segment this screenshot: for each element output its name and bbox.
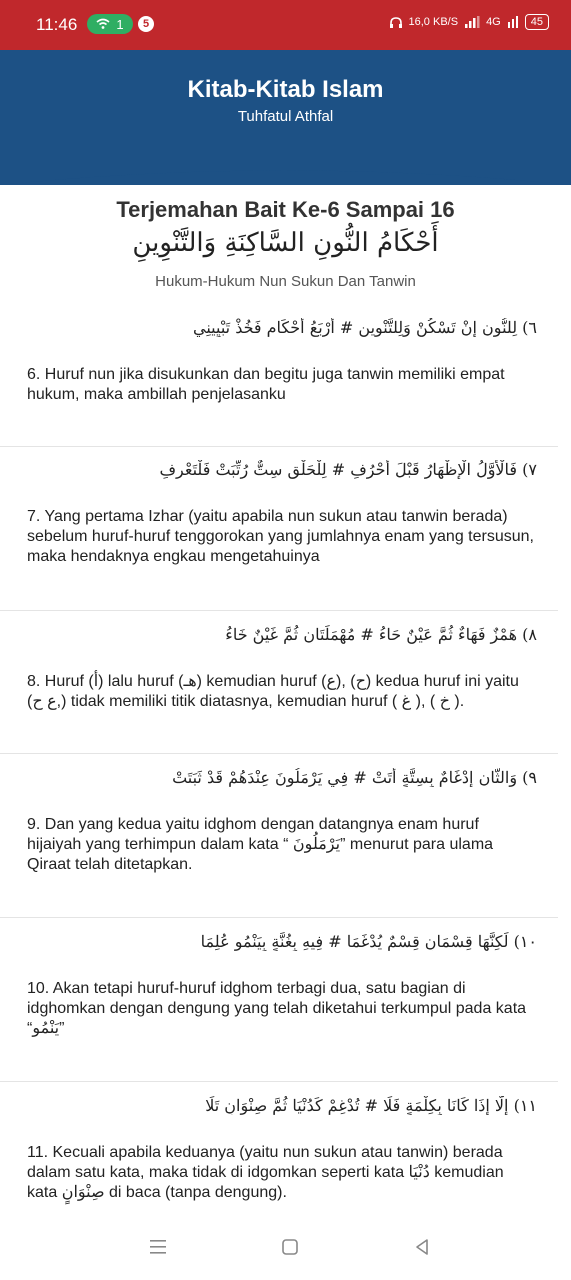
divider — [0, 610, 558, 611]
verse-item-8 — [27, 625, 537, 712]
app-title: Kitab-Kitab Islam — [187, 76, 384, 103]
system-navigation-bar — [0, 1215, 571, 1280]
back-button[interactable] — [410, 1237, 434, 1257]
app-subtitle: Tuhfatul Athfal — [237, 108, 334, 125]
verse-arabic: ٩) وَالثَّانِ إِدْغَامٌ بِسِتَّةٍ أَتَتْ # فِي يَرْمَلُونَ عِنْدَهُمْ قَدْ ثَبَتَتْ — [172, 768, 537, 787]
back-triangle-icon — [413, 1238, 431, 1256]
verse-translation: 8. Huruf (أ) lalu huruf (هـ) kemudian huruf (ع), (ح) kedua huruf ini yaitu (ع ح,) tidak memiliki titik diatasnya, kemudian huruf ( غ ), ( خ ). — [27, 673, 519, 710]
divider — [0, 753, 558, 754]
signal-icon — [464, 16, 480, 28]
verse-item-10 — [27, 932, 537, 1039]
wifi-badge-count: 1 — [116, 16, 124, 32]
network-type: 4G — [486, 16, 501, 28]
divider — [0, 1081, 558, 1082]
verse-translation: 11. Kecuali apabila keduanya (yaitu nun sukun atau tanwin) berada dalam satu kata, maka tidak di idgomkan seperti kata دُنْيَا kemudian kata صِنْوَانٍ di baca (tanpa dengung). — [27, 1144, 504, 1201]
signal-icon-2 — [507, 16, 519, 28]
verse-arabic: ١٠) لَكِنَّهَا قِسْمَانِ قِسْمٌ يُدْغَمَا # فِيهِ بِغُنَّةٍ بِيَنْمُو عُلِمَا — [200, 932, 537, 951]
verse-arabic: ٦) لِلنُّونِ إِنْ تَسْكُنْ وَلِلتَّنْوِينِ # أَرْبَعُ أَحْكَامٍ فَخُذْ تَبْيِينِي — [193, 318, 537, 337]
verse-arabic: ٨) هَمْزٌ فَهَاءٌ ثُمَّ عَيْنٌ حَاءُ # مُهْمَلَتَانِ ثُمَّ غَيْنٌ خَاءُ — [225, 625, 537, 644]
verse-item-9 — [27, 768, 537, 875]
notification-count-badge: 5 — [138, 16, 154, 32]
verse-item-6 — [27, 318, 537, 405]
divider — [0, 917, 558, 918]
arabic-heading: أَحْكَامُ النُّونِ السَّاكِنَةِ وَالتَّنْوِينِ — [132, 228, 439, 258]
menu-icon — [148, 1239, 168, 1255]
divider — [0, 446, 558, 447]
home-button[interactable] — [278, 1237, 302, 1257]
verse-translation: 7. Yang pertama Izhar (yaitu apabila nun sukun atau tanwin berada) sebelum huruf-huruf tenggorokan yang jumlahnya enam yang tersusun, maka hendaknya engkau mengetahuinya — [27, 508, 534, 565]
verse-arabic: ١١) إِلَّا إِذَا كَانَا بِكِلْمَةٍ فَلَا # تُدْغِمْ كَدُنْيَا ثُمَّ صِنْوَانٍ تَلَا — [205, 1096, 537, 1115]
status-time: 11:46 — [36, 15, 78, 34]
verse-item-11 — [27, 1096, 537, 1203]
wifi-icon — [96, 18, 110, 30]
network-speed: 16,0 KB/S — [408, 16, 459, 28]
home-square-icon — [281, 1238, 299, 1256]
verse-translation: 6. Huruf nun jika disukunkan dan begitu juga tanwin memiliki empat hukum, maka ambillah penjelasanku — [27, 366, 505, 403]
wifi-hotspot-badge[interactable] — [87, 14, 133, 34]
status-indicators — [389, 14, 549, 30]
verse-translation: 9. Dan yang kedua yaitu idghom dengan datangnya enam huruf hijaiyah yang terhimpun dalam kata “ يَرْمَلُونَ” menurut para ulama Qiraat telah ditetapkan. — [27, 816, 494, 873]
status-bar — [0, 0, 571, 50]
verse-arabic: ٧) فَالْأَوَّلُ الْإِظْهَارُ قَبْلَ أَحْرُفِ # لِلْحَلْقِ سِتٌّ رُتِّبَتْ فَلْتَعْرِفِ — [159, 460, 537, 479]
battery-level: 45 — [525, 14, 549, 30]
section-title: Terjemahan Bait Ke-6 Sampai 16 — [116, 197, 455, 222]
menu-button[interactable] — [146, 1237, 170, 1257]
headphones-icon — [389, 16, 403, 29]
section-subtitle: Hukum-Hukum Nun Sukun Dan Tanwin — [155, 273, 416, 290]
verse-item-7 — [27, 460, 537, 567]
verse-translation: 10. Akan tetapi huruf-huruf idghom terbagi dua, satu bagian di idghomkan dengan dengung yang telah diketahui terkumpul pada kata “يَنْمُو” — [27, 980, 527, 1037]
